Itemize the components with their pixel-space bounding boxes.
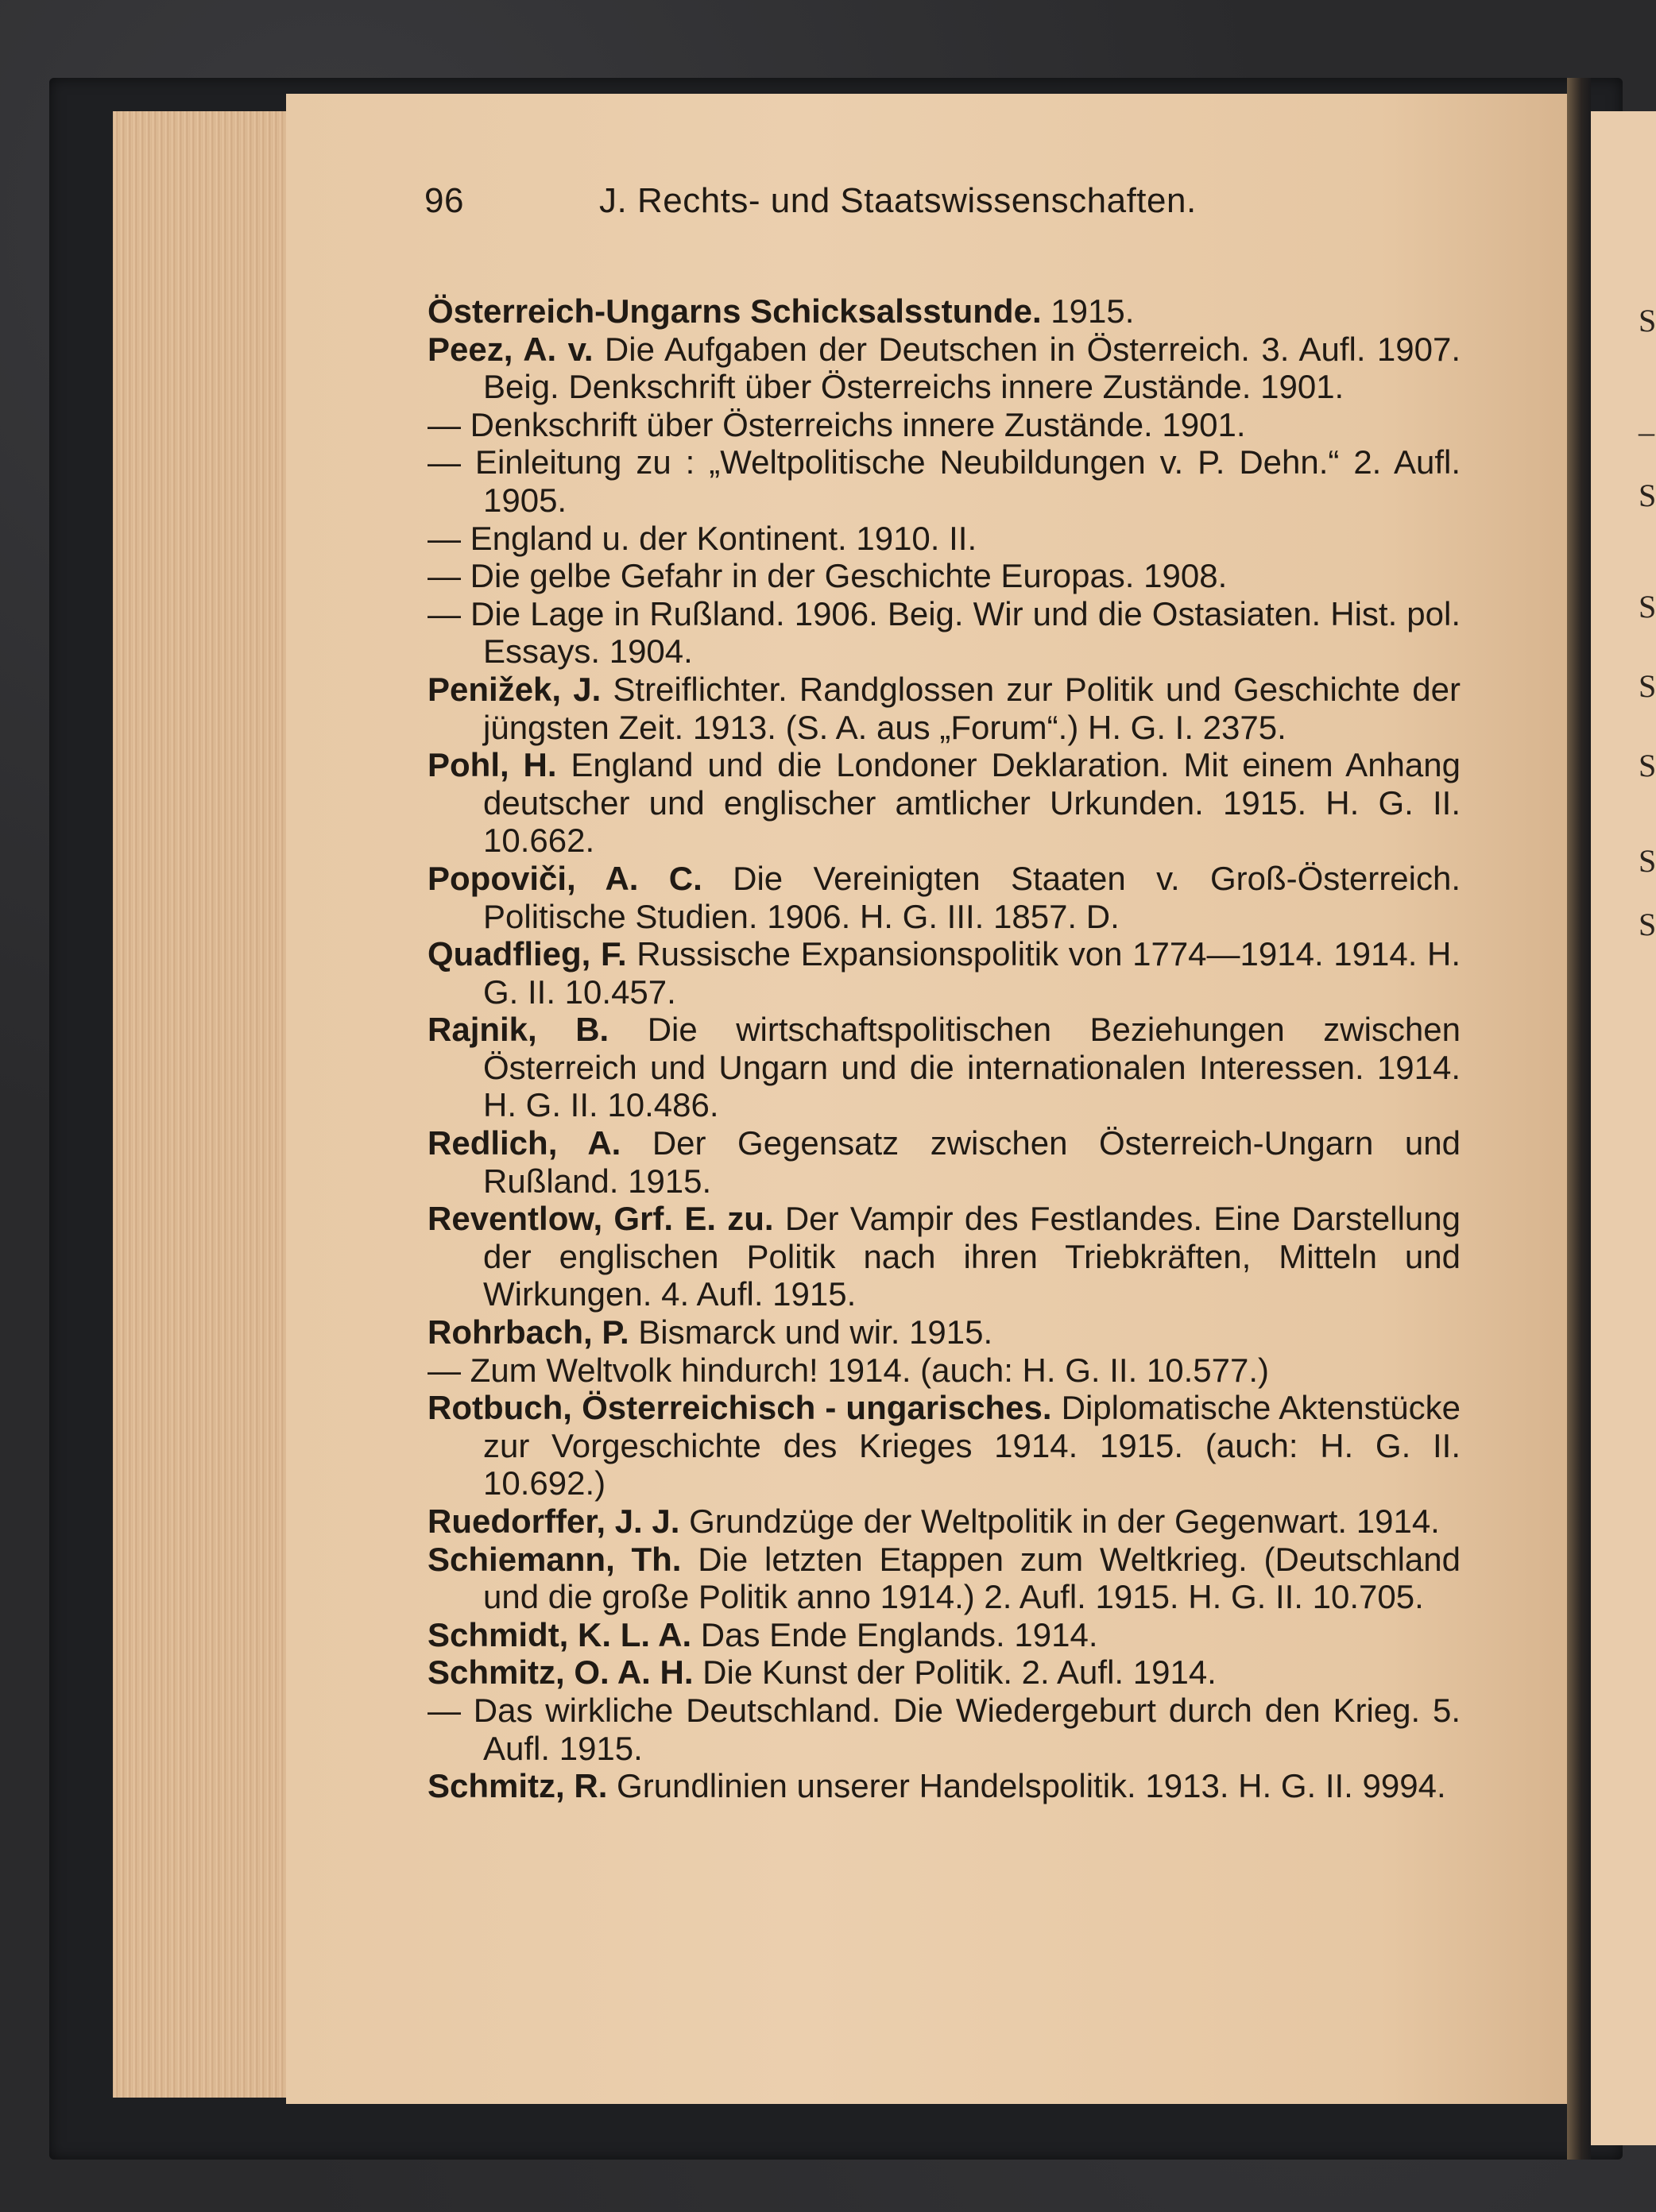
bibliography-entry — [428, 1200, 1461, 1313]
bibliography-entry — [428, 1352, 1461, 1390]
bibliography-entry — [428, 1541, 1461, 1616]
bibliography-entry — [428, 935, 1461, 1011]
ditto-dash: — — [428, 1351, 461, 1389]
entry-author: Schmitz, R. — [428, 1767, 608, 1805]
bibliography-entry — [428, 1616, 1461, 1654]
entry-text: Bismarck und wir. 1915. — [629, 1313, 993, 1352]
bibliography-entry — [428, 671, 1461, 746]
entry-text: Die wirtschaftspolitischen Beziehungen zwischen Österreich und Ungarn und die internationalen Interessen. 1914. H. G. II. 10.486. — [483, 1011, 1461, 1124]
entry-text: Grundlinien unserer Handelspolitik. 1913. H. G. II. 9994. — [607, 1767, 1446, 1805]
bibliography-entry — [428, 520, 1461, 558]
entry-text: Streiflichter. Randglossen zur Politik und Geschichte der jüngsten Zeit. 1913. (S. A. aus „Forum“.) H. G. I. 2375. — [483, 670, 1461, 746]
entry-author: Penižek, J. — [428, 670, 602, 708]
entry-author: Pohl, H. — [428, 746, 557, 784]
bibliography-entry — [428, 1389, 1461, 1502]
page-edges — [113, 111, 296, 2098]
entry-text: Der Gegensatz zwischen Österreich-Ungarn und Rußland. 1915. — [483, 1124, 1461, 1200]
bibliography-entry — [428, 1011, 1461, 1124]
bibliography-entry — [428, 1124, 1461, 1200]
bibliography-entry — [428, 746, 1461, 860]
entry-author: Rajnik, B. — [428, 1011, 609, 1049]
entry-text: Die Vereinigten Staaten v. Groß-Österreich. Politische Studien. 1906. H. G. III. 1857. D. — [483, 859, 1461, 935]
facing-page-char: S — [1639, 907, 1656, 942]
bibliography-list — [428, 292, 1461, 1805]
bibliography-entry — [428, 331, 1461, 406]
entry-author: Schmitz, O. A. H. — [428, 1653, 694, 1692]
entry-author: Redlich, A. — [428, 1124, 621, 1162]
bibliography-entry — [428, 292, 1461, 331]
entry-text: Grundzüge der Weltpolitik in der Gegenwart. 1914. — [679, 1502, 1440, 1540]
entry-text: Die gelbe Gefahr in der Geschichte Europas. 1908. — [461, 557, 1228, 595]
ditto-dash: — — [428, 519, 461, 557]
entry-text: England u. der Kontinent. 1910. II. — [461, 519, 977, 557]
entry-text: Das wirkliche Deutschland. Die Wiedergeburt durch den Krieg. 5. Aufl. 1915. — [461, 1691, 1461, 1767]
bibliography-entry — [428, 595, 1461, 671]
entry-author: Schmidt, K. L. A. — [428, 1615, 692, 1653]
facing-page-char: S — [1639, 748, 1656, 783]
entry-author: Schiemann, Th. — [428, 1540, 682, 1578]
facing-page-char: S — [1639, 478, 1656, 513]
bibliography-entry — [428, 860, 1461, 935]
bibliography-entry — [428, 1767, 1461, 1805]
entry-text: Diplomatische Aktenstücke zur Vorgeschichte des Krieges 1914. 1915. (auch: H. G. II. 10.692.) — [483, 1389, 1461, 1502]
bibliography-entry — [428, 557, 1461, 595]
entry-text: Die Lage in Rußland. 1906. Beig. Wir und die Ostasiaten. Hist. pol. Essays. 1904. — [461, 594, 1461, 671]
bibliography-entry — [428, 1502, 1461, 1541]
entry-author: Quadflieg, F. — [428, 935, 627, 973]
ditto-dash: — — [428, 557, 461, 595]
entry-text: Einleitung zu : „Weltpolitische Neubildungen v. P. Dehn.“ 2. Aufl. 1905. — [461, 443, 1461, 519]
ditto-dash: — — [428, 1691, 461, 1729]
entry-author: Reventlow, Grf. E. zu. — [428, 1200, 774, 1238]
entry-text: Russische Expansionspolitik von 1774—1914. 1914. H. G. II. 10.457. — [483, 935, 1461, 1011]
bibliography-entry — [428, 406, 1461, 444]
ditto-dash: — — [428, 443, 461, 481]
bibliography-entry — [428, 443, 1461, 519]
facing-page-char: S — [1639, 668, 1656, 704]
book-gutter — [1567, 78, 1591, 2160]
entry-text: Denkschrift über Österreichs innere Zustände. 1901. — [461, 405, 1246, 443]
bibliography-entry — [428, 1653, 1461, 1692]
entry-author: Peez, A. v. — [428, 330, 594, 368]
facing-page-char: S — [1639, 843, 1656, 879]
bibliography-entry — [428, 1313, 1461, 1352]
facing-page-char: – — [1639, 414, 1654, 450]
facing-page-char: S — [1639, 303, 1656, 338]
entry-text: Das Ende Englands. 1914. — [691, 1615, 1098, 1653]
entry-author: Ruedorffer, J. J. — [428, 1502, 680, 1540]
entry-text: Die Kunst der Politik. 2. Aufl. 1914. — [693, 1653, 1217, 1692]
page-number: 96 — [424, 181, 464, 220]
ditto-dash: — — [428, 594, 461, 632]
entry-text: England und die Londoner Deklaration. Mit einem Anhang deutscher und englischer amtlicher Urkunden. 1915. H. G. II. 10.662. — [483, 746, 1461, 860]
running-title: J. Rechts- und Staatswissenschaften. — [599, 181, 1197, 220]
bibliography-entry — [428, 1692, 1461, 1767]
running-head — [424, 181, 1537, 229]
entry-text: Die letzten Etappen zum Weltkrieg. (Deutschland und die große Politik anno 1914.) 2. Aufl. 1915. H. G. II. 10.705. — [483, 1540, 1461, 1616]
entry-text: Die Aufgaben der Deutschen in Österreich. 3. Aufl. 1907. Beig. Denkschrift über Österreichs innere Zustände. 1901. — [483, 330, 1461, 406]
entry-author: Österreich-Ungarns Schicksalsstunde. — [428, 292, 1042, 330]
entry-text: Der Vampir des Festlandes. Eine Darstellung der englischen Politik nach ihren Triebkräften, Mitteln und Wirkungen. 4. Aufl. 1915. — [483, 1200, 1461, 1313]
entry-text: 1915. — [1041, 292, 1135, 330]
ditto-dash: — — [428, 405, 461, 443]
entry-author: Rohrbach, P. — [428, 1313, 629, 1352]
entry-author: Popoviči, A. C. — [428, 859, 702, 897]
entry-author: Rotbuch, Österreichisch - ungarisches. — [428, 1389, 1052, 1427]
facing-page-char: S — [1639, 589, 1656, 625]
entry-text: Zum Weltvolk hindurch! 1914. (auch: H. G. II. 10.577.) — [461, 1351, 1270, 1389]
